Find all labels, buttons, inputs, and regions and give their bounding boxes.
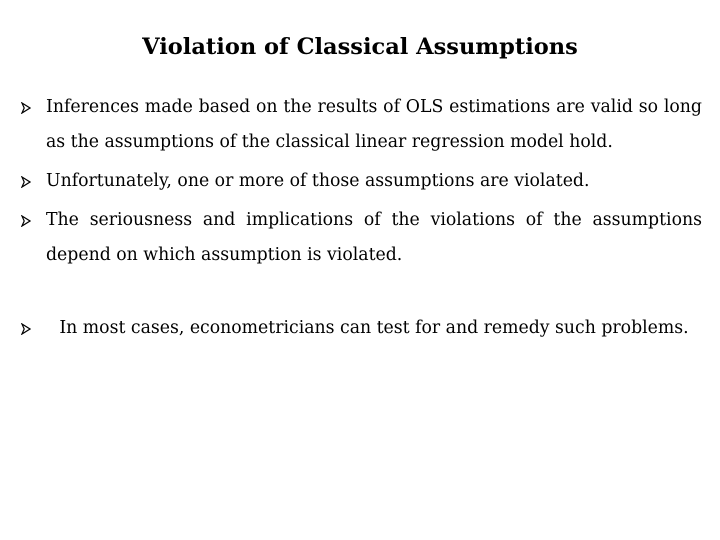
bullet-list xyxy=(20,90,702,346)
bullet-item xyxy=(20,203,702,273)
bullet-item xyxy=(20,311,702,346)
slide-title: Violation of Classical Assumptions xyxy=(142,34,578,60)
bullet-text: Inferences made based on the results of OLS estimations are valid so long as the assumptions of the classical linear regression model hold. xyxy=(46,97,702,152)
arrow-bullet-icon xyxy=(20,164,46,199)
bullet-text: Unfortunately, one or more of those assumptions are violated. xyxy=(46,171,590,191)
bullet-item xyxy=(20,90,702,160)
bullet-text: In most cases, econometricians can test for and remedy such problems. xyxy=(59,318,689,338)
bullet-text: The seriousness and implications of the violations of the assumptions depend on which assumption is violated. xyxy=(46,210,702,265)
arrow-bullet-icon xyxy=(20,203,46,238)
arrow-bullet-icon xyxy=(20,311,46,346)
bullet-item xyxy=(20,164,702,199)
arrow-bullet-icon xyxy=(20,90,46,125)
